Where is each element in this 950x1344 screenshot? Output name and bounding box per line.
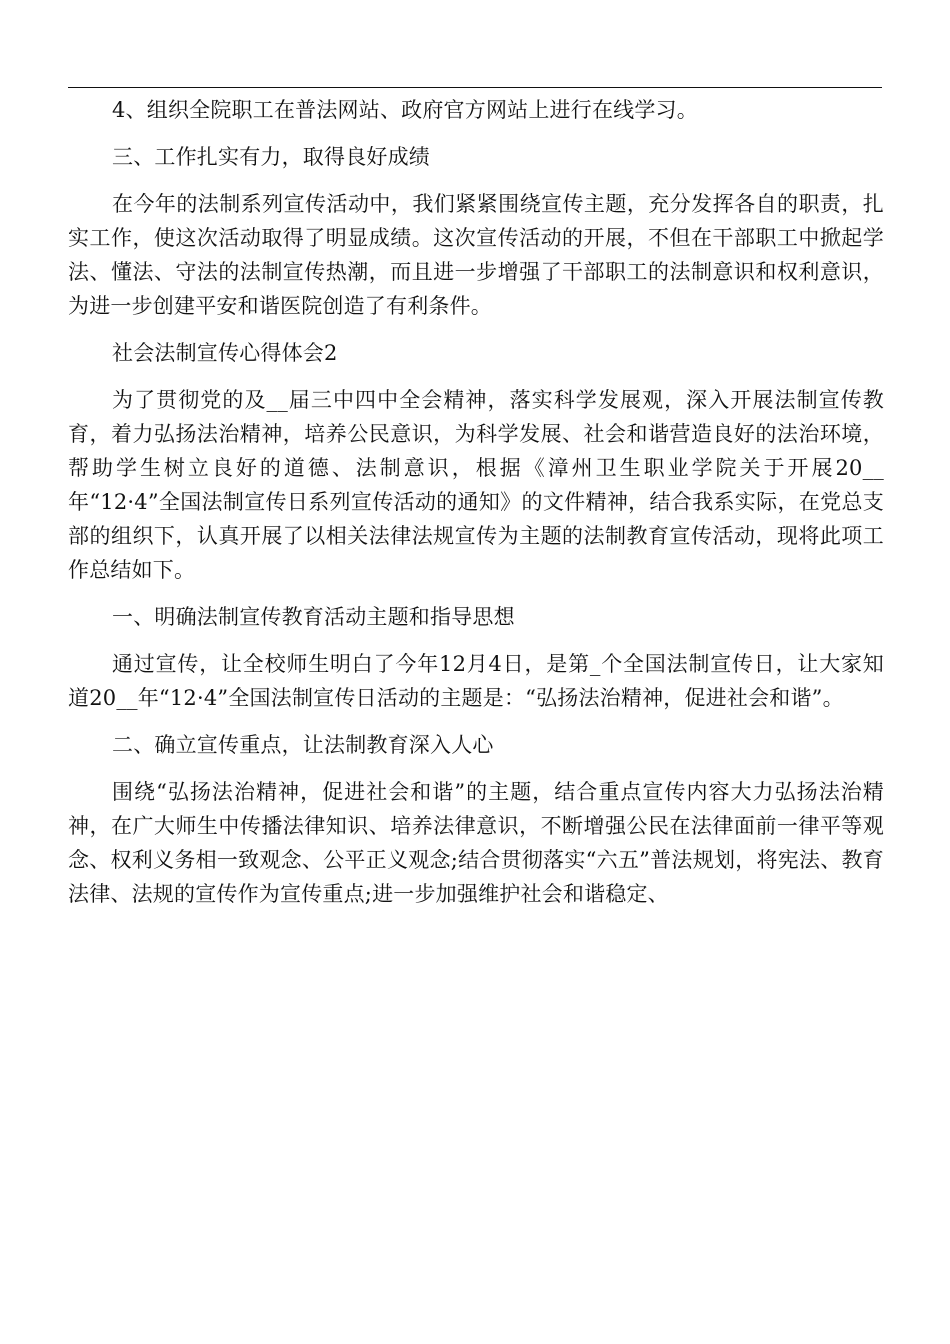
document-body bbox=[68, 93, 884, 924]
section-heading-focus: 二、确立宣传重点，让法制教育深入人心 bbox=[112, 733, 494, 757]
header-rule bbox=[68, 87, 882, 88]
list-item-online-learning: 4、组织全院职工在普法网站、政府官方网站上进行在线学习。 bbox=[112, 98, 698, 122]
article-title-2: 社会法制宣传心得体会2 bbox=[112, 341, 338, 365]
body-paragraph-intro: 为了贯彻党的及__届三中四中全会精神，落实科学发展观，深入开展法制宣传教育，着力弘扬法治精神，培养公民意识，为科学发展、社会和谐营造良好的法治环境，帮助学生树立良好的道德、法制意识，根据《漳州卫生职业学院关于开展20__年“12·4”全国法制宣传日系列宣传活动的通知》的文件精神，结合我系实际，在党总支部的组织下，认真开展了以相关法律法规宣传为主题的法制教育宣传活动，现将此项工作总结如下。 bbox=[68, 388, 884, 582]
section-heading-theme: 一、明确法制宣传教育活动主题和指导思想 bbox=[112, 605, 515, 629]
section-heading-results: 三、工作扎实有力，取得良好成绩 bbox=[112, 145, 430, 169]
body-paragraph-focus: 围绕“弘扬法治精神，促进社会和谐”的主题，结合重点宣传内容大力弘扬法治精神，在广大师生中传播法律知识、培养法律意识，不断增强公民在法律面前一律平等观念、权利义务相一致观念、公平正义观念;结合贯彻落实“六五”普法规划，将宪法、教育法律、法规的宣传作为宣传重点;进一步加强维护社会和谐稳定、 bbox=[68, 780, 884, 906]
body-paragraph-theme: 通过宣传，让全校师生明白了今年12月4日，是第_个全国法制宣传日，让大家知道20__年“12·4”全国法制宣传日活动的主题是：“弘扬法治精神，促进社会和谐”。 bbox=[68, 652, 884, 710]
body-paragraph-results: 在今年的法制系列宣传活动中，我们紧紧围绕宣传主题，充分发挥各自的职责，扎实工作，使这次活动取得了明显成绩。这次宣传活动的开展，不但在干部职工中掀起学法、懂法、守法的法制宣传热潮，而且进一步增强了干部职工的法制意识和权利意识，为进一步创建平安和谐医院创造了有利条件。 bbox=[68, 192, 884, 318]
